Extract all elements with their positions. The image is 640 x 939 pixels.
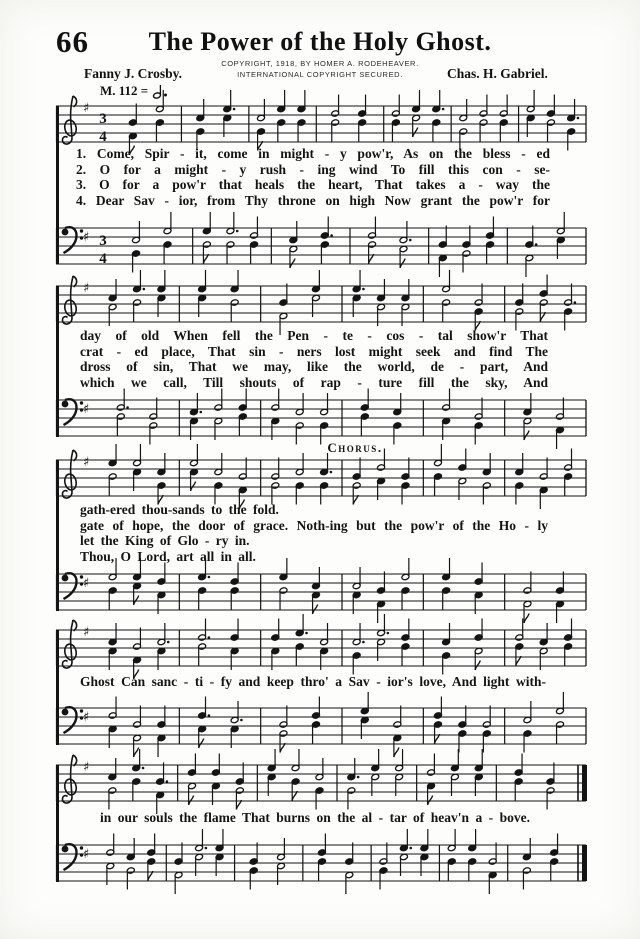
svg-text:♯: ♯	[83, 402, 90, 417]
lyric-line: gath-ered thou-sands to the fold.	[80, 502, 279, 517]
svg-text:♯: ♯	[83, 710, 90, 725]
page-title: The Power of the Holy Ghost.	[148, 27, 492, 56]
treble-staff	[56, 272, 588, 336]
svg-text:♯: ♯	[83, 847, 90, 862]
chorus-label: Chorus.	[327, 440, 383, 455]
lyric-line: 3. O for a pow'r that heals the heart, That takes a - way the	[76, 177, 550, 193]
lyric-line: 2. O for a might - y rush - ing wind To fill this con - se-	[76, 161, 550, 177]
lyric-line: day of old When fell the Pen - te - cos - tal show'r That	[80, 328, 548, 343]
svg-text:4: 4	[99, 129, 107, 145]
svg-text:♯: ♯	[83, 576, 90, 591]
verse-lyrics-block-1	[76, 146, 550, 208]
bass-staff	[56, 694, 588, 758]
svg-text:♯: ♯	[83, 101, 90, 116]
svg-text:♯: ♯	[83, 625, 90, 640]
svg-text:♯: ♯	[83, 455, 90, 470]
lyric-line: crat - ed place, That sin - ners lost might seek and find The	[80, 343, 548, 359]
hymn-number: 66	[56, 24, 89, 59]
lyric-line: gate of hope, the door of grace. Noth-ing but the pow'r of the Ho - ly	[80, 517, 548, 533]
svg-text:♯: ♯	[83, 281, 90, 296]
lyric-line: Thou, O Lord, art all in all.	[80, 548, 256, 564]
svg-text:3: 3	[99, 233, 107, 249]
tempo-text: M. 112 =	[100, 83, 149, 98]
bass-staff	[56, 214, 588, 278]
verse-lyrics-block-2	[80, 328, 548, 390]
treble-staff	[56, 616, 588, 680]
lyricist-credit: Fanny J. Crosby.	[84, 66, 183, 81]
composer-credit: Chas. H. Gabriel.	[447, 66, 548, 81]
lyric-line: which we call, Till shouts of rap - ture fill the sky, And	[80, 374, 548, 390]
lyric-line: 1. Come, Spir - it, come in might - y pow'r, As on the bless - ed	[76, 146, 550, 161]
svg-text:♯: ♯	[83, 230, 90, 245]
treble-staff	[56, 446, 588, 510]
lyric-line: in our souls the flame That burns on the al - tar of heav'n a - bove.	[100, 810, 530, 825]
lyric-line: Ghost Can sanc - ti - fy and keep thro' a Sav - ior's love, And light with-	[80, 674, 546, 689]
treble-staff	[56, 751, 588, 815]
svg-text:3: 3	[99, 111, 107, 127]
lyric-line: dross of sin, That we may, like the world, de - part, And	[80, 359, 548, 375]
chorus-lyrics-line-2	[80, 674, 546, 690]
copyright-line-2: INTERNATIONAL COPYRIGHT SECURED.	[237, 70, 403, 79]
copyright-line-1: COPYRIGHT, 1918, BY HOMER A. RODEHEAVER.	[221, 59, 419, 68]
lyric-line: 4. Dear Sav - ior, from Thy throne on high Now grant the pow'r for	[76, 192, 550, 208]
chorus-lyrics-line-3	[100, 810, 530, 826]
bass-staff	[56, 831, 588, 895]
svg-text:4: 4	[99, 251, 107, 267]
lyric-line: let the King of Glo - ry in.	[80, 533, 250, 549]
svg-text:♯: ♯	[83, 760, 90, 775]
chorus-lyrics-block	[80, 502, 548, 564]
bass-staff	[56, 560, 588, 624]
